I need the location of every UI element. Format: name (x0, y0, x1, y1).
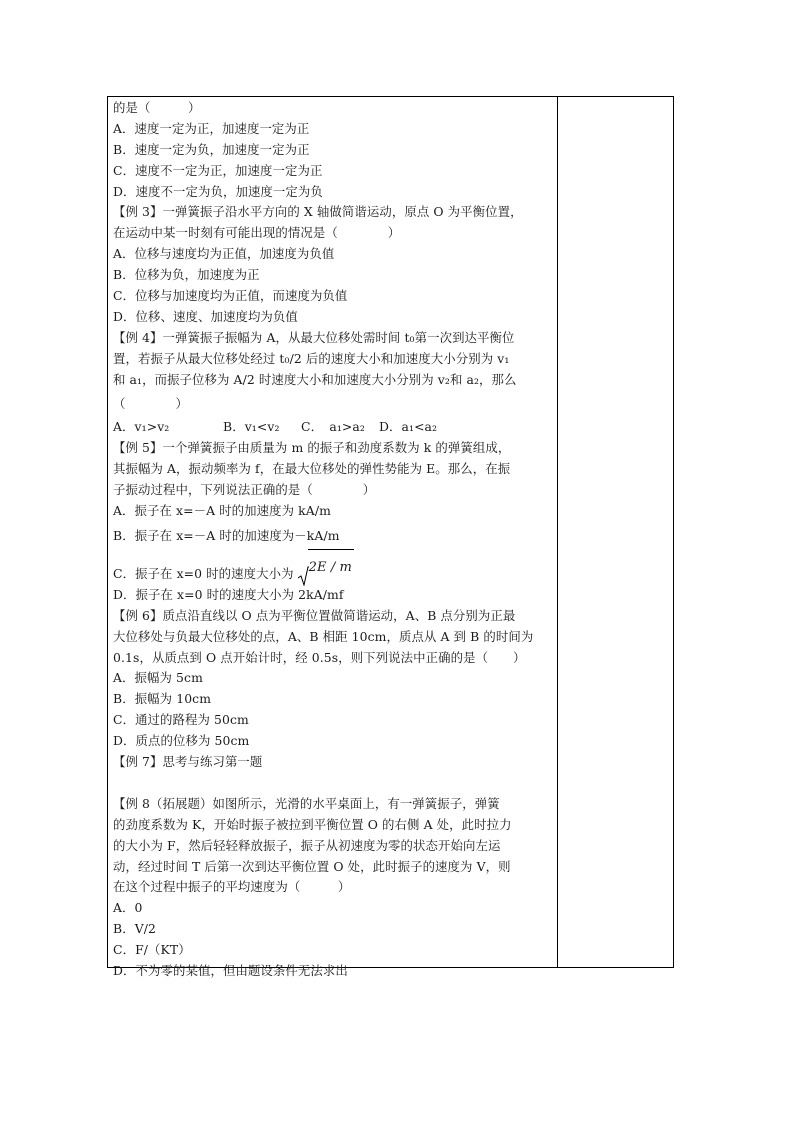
option-d: D．不为零的某值，但由题设条件无法求出 (113, 962, 348, 978)
text-line: 置，若振子从最大位移处经过 t₀/2 后的速度大小和加速度大小分别为 v₁ (113, 350, 510, 366)
option-a: A．位移与速度均为正值，加速度为负值 (113, 246, 335, 262)
option-c: C．通过的路程为 50cm (113, 712, 249, 728)
sqrt-radicand: 2E / m (308, 549, 354, 586)
text-line: 其振幅为 A，振动频率为 f，在最大位移处的弹性势能为 E。那么，在振 (113, 461, 511, 477)
option-a: A．振子在 x=－A 时的加速度为 kA/m (113, 503, 331, 519)
text-line: 大位移处与负最大位移处的点，A、B 相距 10cm，质点从 A 到 B 的时间为 (113, 628, 534, 644)
option-a: A．振幅为 5cm (113, 670, 203, 686)
option-d: D．质点的位移为 50cm (113, 733, 250, 749)
text-line: 的大小为 F，然后轻轻释放振子，振子从初速度为零的状态开始向左运 (113, 837, 501, 853)
option-b: B．v₁<v₂ (223, 419, 280, 435)
option-b: B．振幅为 10cm (113, 691, 212, 707)
option-c: C．位移与加速度均为正值，而速度为负值 (113, 288, 348, 304)
text-line: 的是（ ） (113, 100, 201, 115)
option-c: C． a₁>a₂ (301, 419, 365, 435)
question-column (113, 98, 553, 982)
option-d: D．振子在 x=0 时的速度大小为 2kA/mf (113, 586, 344, 602)
option-c: C．速度不一定为正，加速度一定为正 (113, 162, 323, 178)
example-3-heading: 【例 3】一弹簧振子沿水平方向的 X 轴做简谐运动，原点 O 为平衡位置， (113, 204, 523, 220)
option-a: A．v₁>v₂ (113, 419, 170, 435)
text-line: 在这个过程中振子的平均速度为（ ） (113, 879, 351, 895)
content-table (107, 96, 674, 978)
option-c: C．F/（KT） (113, 942, 191, 958)
option-b: B．位移为负，加速度为正 (113, 267, 260, 283)
option-c (113, 549, 553, 585)
option-d: D．位移、速度、加速度均为负值 (113, 308, 298, 324)
text-line: 0.1s，从质点到 O 点开始计时，经 0.5s，则下列说法中正确的是（ ） (113, 649, 526, 665)
option-c-text: C．振子在 x=0 时的速度大小为 (113, 565, 294, 581)
option-a: A．速度一定为正，加速度一定为正 (113, 120, 310, 136)
option-a: A．0 (113, 900, 143, 916)
text-line: 和 a₁，而振子位移为 A/2 时速度大小和加速度大小分别为 v₂和 a₂，那么 (113, 371, 517, 387)
text-line: （ ） (113, 396, 188, 412)
example-7-heading: 【例 7】思考与练习第一题 (113, 754, 263, 770)
options-row (113, 417, 553, 438)
column-divider (557, 97, 558, 967)
option-b: B．振子在 x=－A 时的加速度为－kA/m (113, 527, 340, 543)
text-line: 的劲度系数为 K，开始时振子被拉到平衡位置 O 的右侧 A 处，此时拉力 (113, 816, 512, 832)
option-d: D．速度不一定为负，加速度一定为负 (113, 183, 323, 199)
example-4-heading: 【例 4】一弹簧振子振幅为 A，从最大位移处需时间 t₀第一次到达平衡位 (113, 329, 515, 345)
text-line: 动，经过时间 T 后第一次到达平衡位置 O 处，此时振子的速度为 V，则 (113, 858, 511, 874)
option-b: B．V/2 (113, 921, 157, 937)
example-8-heading: 【例 8（拓展题）如图所示，光滑的水平桌面上，有一弹簧振子，弹簧 (113, 795, 500, 811)
example-5-heading: 【例 5】一个弹簧振子由质量为 m 的振子和劲度系数为 k 的弹簧组成， (113, 440, 511, 456)
text-line: 子振动过程中，下列说法正确的是（ ） (113, 482, 376, 498)
example-6-heading: 【例 6】质点沿直线以 O 点为平衡位置做简谐运动，A、B 点分别为正最 (113, 607, 516, 623)
option-b: B．速度一定为负，加速度一定为正 (113, 141, 310, 157)
text-line: 在运动中某一时刻有可能出现的情况是（ ） (113, 225, 401, 241)
blank-line (113, 773, 553, 794)
option-d: D．a₁<a₂ (379, 419, 438, 435)
